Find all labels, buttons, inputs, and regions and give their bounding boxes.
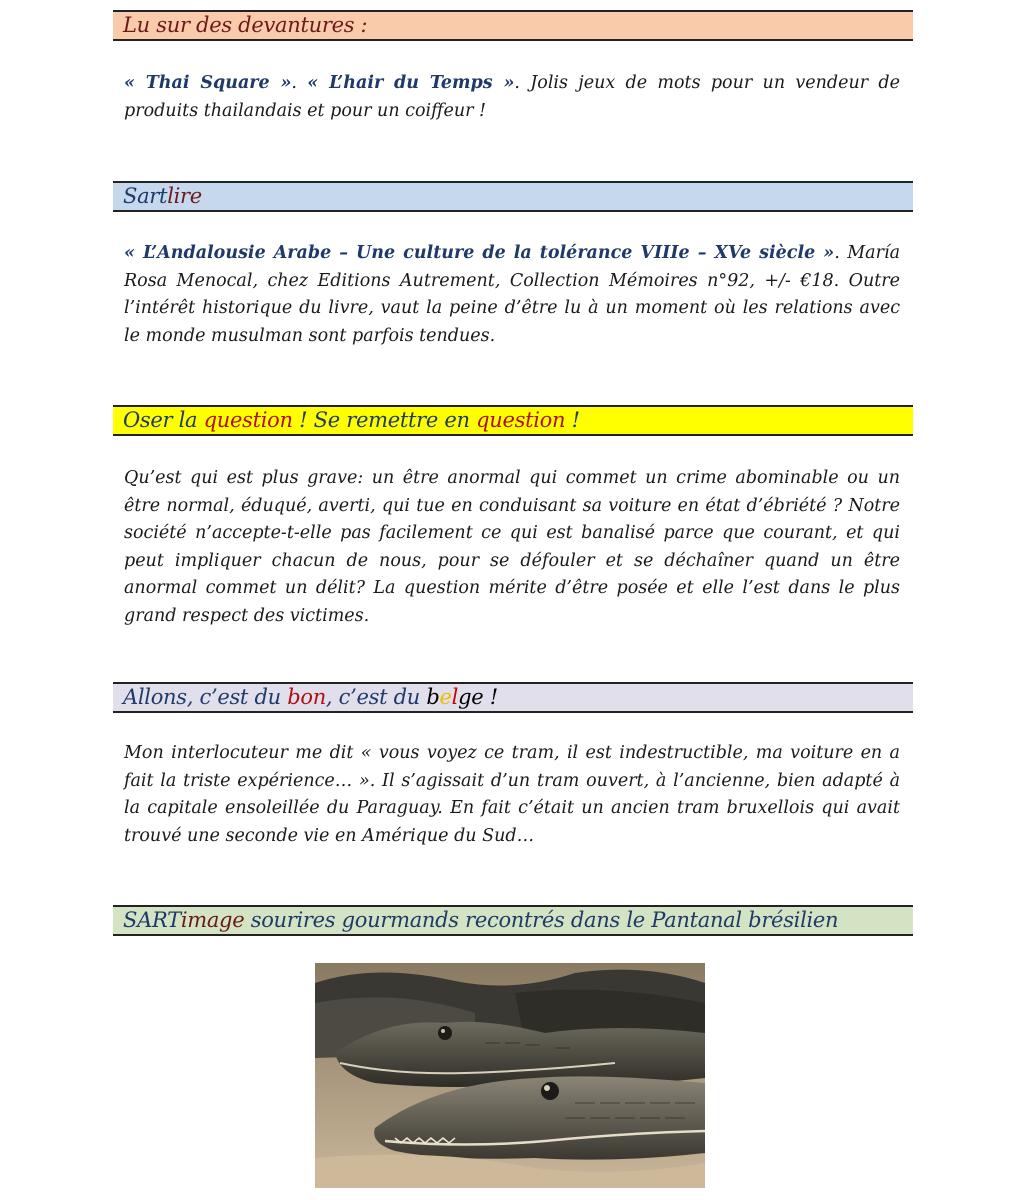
quote-hair-du-temps: « L’hair du Temps » bbox=[307, 73, 515, 93]
title-text: Allons, c’est du bbox=[123, 685, 288, 709]
paragraph-belge: Mon interlocuteur me dit « vous voyez ce tram, il est indestructible, ma voiture en a fait la triste expérience… ». Il s’agissait d’un tram ouvert, à l’ancienne, bien adapté à la capitale ensoleillée du Paraguay. En fait c’était un ancien tram bruxellois qui avait trouvé une seconde vie en Amérique du Sud… bbox=[124, 743, 900, 846]
book-title: « L’Andalousie Arabe – Une culture de la tolérance VIIIe – XVe siècle » bbox=[124, 243, 835, 263]
title-part-lire: lire bbox=[167, 184, 202, 208]
title-text: ! bbox=[565, 408, 580, 432]
title-highlight: bon bbox=[287, 685, 326, 709]
paragraph-text: . Jolis jeux de mots pour un vendeur de produits thailandais et pour un coiffeur ! bbox=[124, 73, 900, 121]
section-header-sartimage bbox=[113, 905, 913, 936]
title-part-image: image bbox=[180, 908, 245, 932]
separator: . bbox=[291, 73, 308, 93]
title-text: ! bbox=[483, 685, 498, 709]
section-header-belge bbox=[113, 682, 913, 713]
title-text: ! Se remettre en bbox=[292, 408, 477, 432]
title-text: Oser la bbox=[123, 408, 204, 432]
title-text: , c’est du bbox=[325, 685, 427, 709]
flag-letter-black: b bbox=[426, 685, 440, 709]
paragraph-text: . María Rosa Menocal, chez Editions Autrement, Collection Mémoires n°92, +/- €18. Outre l’intérêt historique du livre, vaut la peine d’être lu à un moment où les relations avec le monde musulman sont parfois tendues. bbox=[124, 243, 901, 346]
section-header-devantures bbox=[113, 10, 913, 41]
section-header-question bbox=[113, 405, 913, 436]
title-text: sourires gourmands recontrés dans le Pantanal brésilien bbox=[244, 908, 839, 932]
flag-letter-red: l bbox=[451, 685, 459, 709]
section-header-sartlire bbox=[113, 181, 913, 212]
paragraph-question: Qu’est qui est plus grave: un être anormal qui commet un crime abominable ou un être normal, éduqué, averti, qui tue en conduisant sa voiture en état d’ébriété ? Notre société n’accepte-t-elle pas facilement ce qui est banalisé parce que courant, et qui peut impliquer chacun de nous, pour se défouler et se déchaîner quand un être anormal commet un délit? La question mérite d’être posée et elle l’est dans le plus grand respect des victimes. bbox=[124, 468, 900, 626]
paragraph-devantures bbox=[124, 70, 900, 125]
title-highlight: question bbox=[203, 408, 293, 432]
title-part-sart: Sart bbox=[123, 184, 168, 208]
title-part-sart: SART bbox=[123, 908, 181, 932]
quote-thai-square: « Thai Square » bbox=[124, 73, 292, 93]
title-highlight: question bbox=[476, 408, 566, 432]
paragraph-sartlire bbox=[124, 240, 900, 350]
flag-letter-black: g bbox=[458, 685, 472, 709]
caiman-illustration bbox=[315, 963, 705, 1188]
flag-letter-yellow: e bbox=[439, 685, 452, 709]
flag-letter-black: e bbox=[471, 685, 484, 709]
section-title: Lu sur des devantures : bbox=[123, 13, 368, 37]
caiman-photo bbox=[315, 963, 705, 1188]
